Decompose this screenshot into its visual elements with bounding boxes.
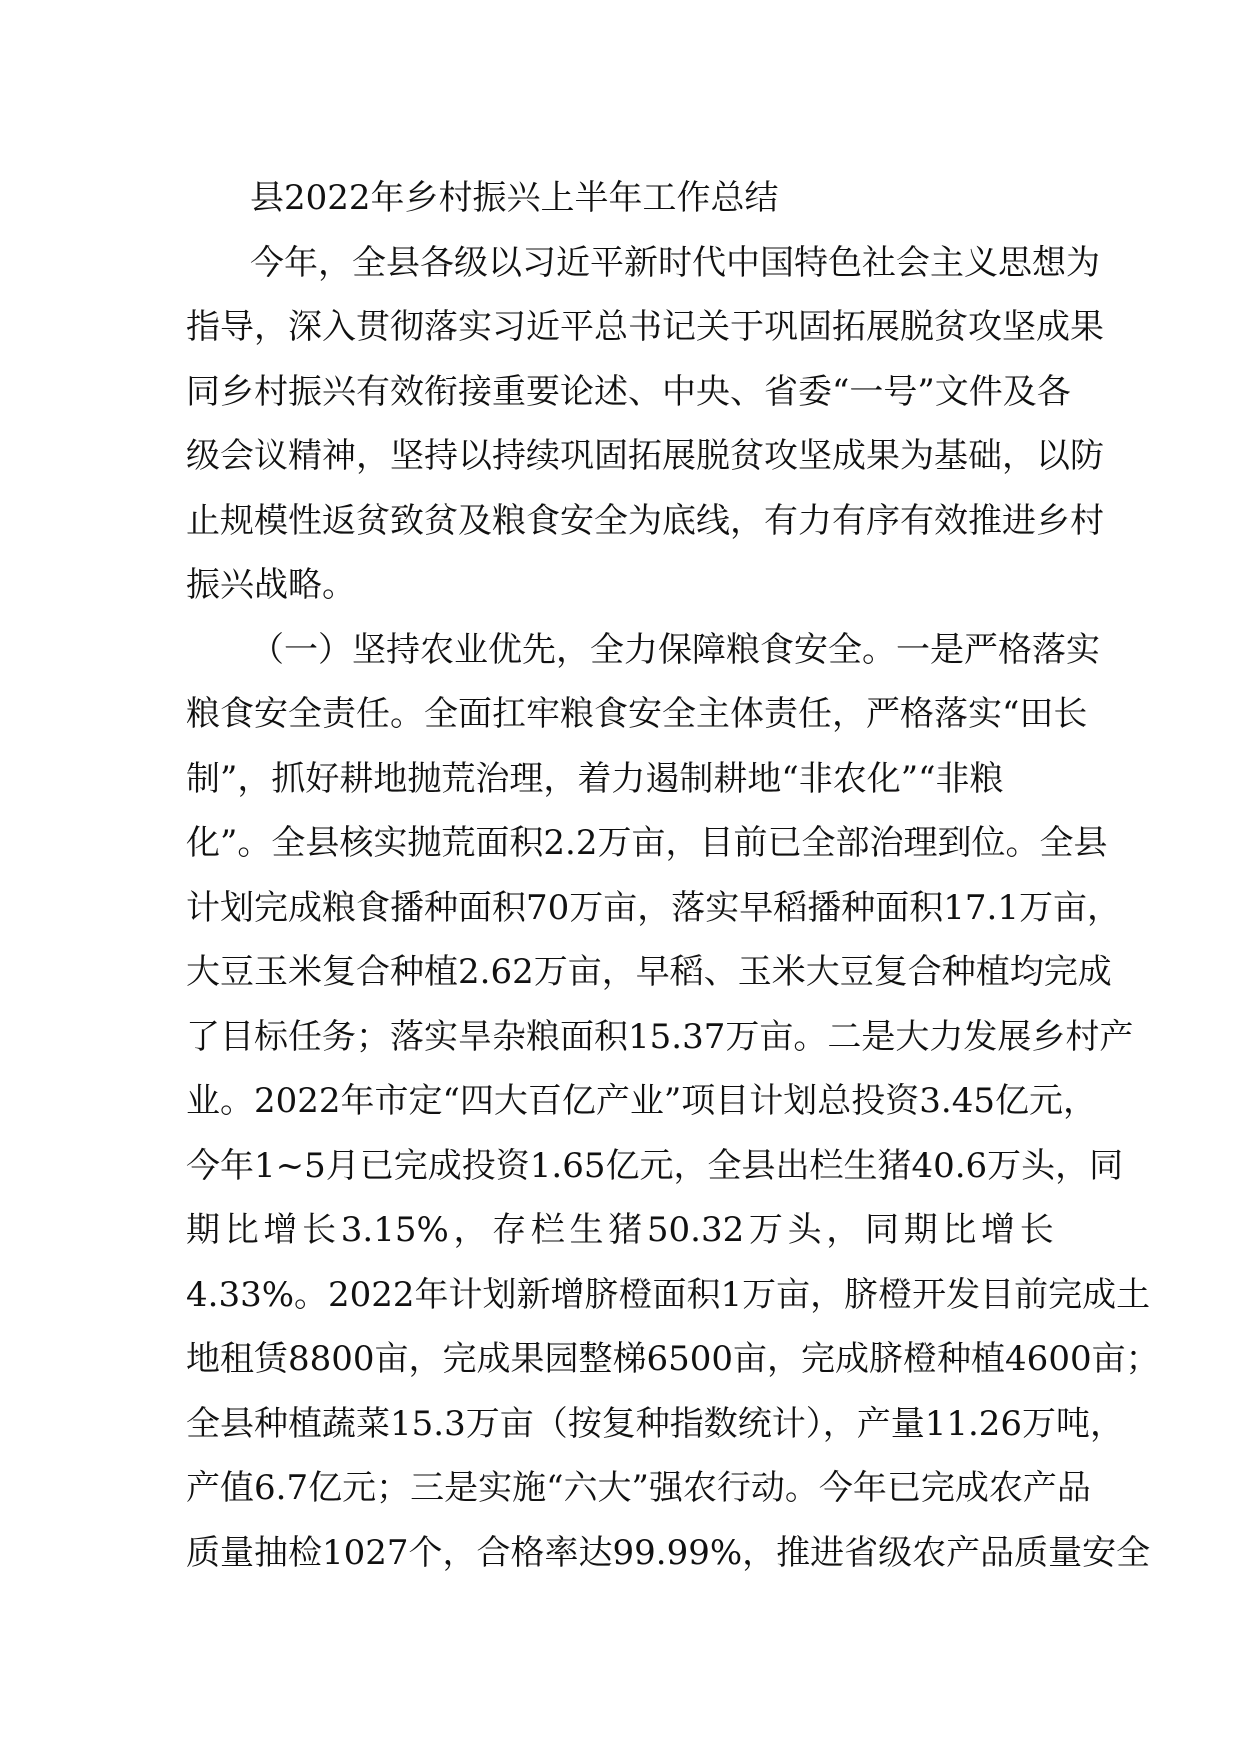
justified-paragraph-line <box>186 1198 1054 1263</box>
paragraph-line: 制”，抓好耕地抛荒治理，着力遏制耕地“非农化”“非粮 <box>186 758 1004 799</box>
justified-word: 头 <box>787 1210 822 1250</box>
paragraph-line: 振兴战略。 <box>186 565 356 605</box>
paragraph-line: 质量抽检1027个，合格率达99.99%，推进省级农产品质量安全 <box>186 1532 1151 1573</box>
document-body <box>186 166 1160 1585</box>
justified-word: 同 <box>864 1210 899 1250</box>
paragraph-line: 化”。全县核实抛荒面积2.2万亩，目前已全部治理到位。全县 <box>186 823 1108 863</box>
paragraph-line: （一）坚持农业优先，全力保障粮食安全。一是严格落实 <box>250 629 1100 670</box>
justified-word: 3.15% <box>340 1210 449 1250</box>
justified-word: 栏 <box>530 1210 565 1250</box>
paragraph-line: 地租赁8800亩，完成果园整梯6500亩，完成脐橙种植4600亩； <box>186 1339 1160 1379</box>
paragraph-line: 今年1~5月已完成投资1.65亿元，全县出栏生猪40.6万头，同 <box>186 1145 1124 1186</box>
paragraph-line: 了目标任务；落实旱杂粮面积15.37万亩。二是大力发展乡村产 <box>186 1016 1134 1057</box>
justified-word: 万 <box>748 1210 783 1250</box>
paragraph-line: 今年，全县各级以习近平新时代中国特色社会主义思想为 <box>250 242 1100 283</box>
justified-word: 增 <box>981 1210 1016 1250</box>
paragraph-line: 指导，深入贯彻落实习近平总书记关于巩固拓展脱贫攻坚成果 <box>186 307 1104 347</box>
document-title: 县2022年乡村振兴上半年工作总结 <box>250 178 779 218</box>
paragraph-line: 级会议精神，坚持以持续巩固拓展脱贫攻坚成果为基础，以防 <box>186 436 1104 476</box>
justified-word: 长 <box>302 1210 337 1250</box>
paragraph-line: 全县种植蔬菜15.3万亩（按复种指数统计），产量11.26万吨， <box>186 1403 1125 1444</box>
justified-word: 50.32 <box>646 1210 745 1250</box>
paragraph-line: 止规模性返贫致贫及粮食安全为底线，有力有序有效推进乡村 <box>186 500 1104 541</box>
justified-word: 存 <box>492 1210 527 1250</box>
paragraph-line: 同乡村振兴有效衔接重要论述、中央、省委“一号”文件及各 <box>186 371 1071 412</box>
justified-word: 生 <box>569 1210 604 1250</box>
paragraph-line: 4.33%。2022年计划新增脐橙面积1万亩，脐橙开发目前完成土 <box>186 1274 1151 1315</box>
justified-word: 期 <box>186 1210 220 1250</box>
justified-word: ， <box>453 1210 488 1250</box>
paragraph-line: 大豆玉米复合种植2.62万亩，早稻、玉米大豆复合种植均完成 <box>186 952 1112 992</box>
justified-word: ， <box>826 1210 861 1250</box>
justified-word: 期 <box>903 1210 938 1250</box>
justified-word: 比 <box>224 1210 259 1250</box>
paragraph-line: 产值6.7亿元；三是实施“六大”强农行动。今年已完成农产品 <box>186 1468 1091 1508</box>
justified-word: 猪 <box>608 1210 643 1250</box>
justified-word: 比 <box>942 1210 977 1250</box>
paragraph-line: 业。2022年市定“四大百亿产业”项目计划总投资3.45亿元， <box>186 1081 1097 1121</box>
justified-word: 长 <box>1019 1210 1054 1250</box>
paragraph-line: 粮食安全责任。全面扛牢粮食安全主体责任，严格落实“田长 <box>186 694 1088 734</box>
paragraph-line: 计划完成粮食播种面积70万亩，落实早稻播种面积17.1万亩， <box>186 887 1121 928</box>
justified-word: 增 <box>263 1210 298 1250</box>
